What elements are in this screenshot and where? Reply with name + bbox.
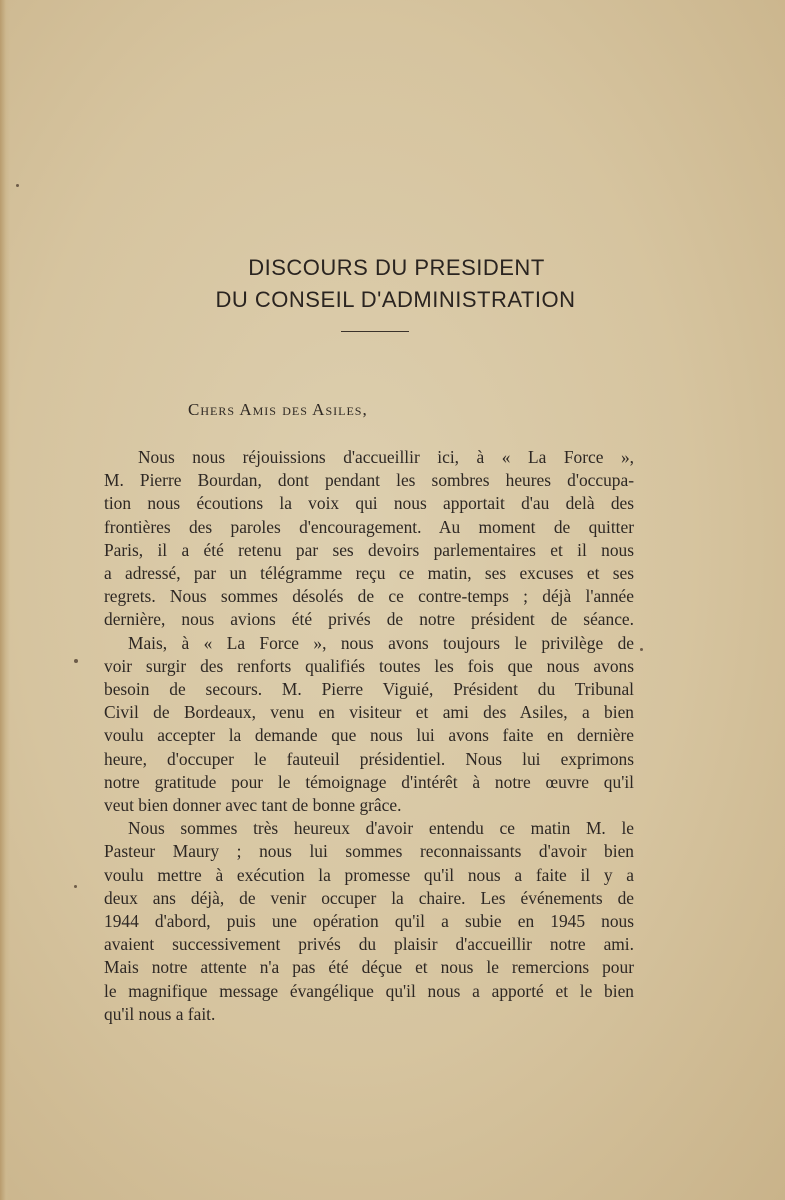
text-line: regrets. Nous sommes désolés de ce contre-temps ; déjà l'année xyxy=(104,586,634,607)
text-line: voir surgir des renforts qualifiés toutes les fois que nous avons xyxy=(104,655,634,676)
text-line: M. Pierre Bourdan, dont pendant les sombres heures d'occupa- xyxy=(104,470,634,491)
page-binding-edge xyxy=(0,0,10,1200)
text-line: veut bien donner avec tant de bonne grâce. xyxy=(104,795,402,816)
text-line: notre gratitude pour le témoignage d'intérêt à notre œuvre qu'il xyxy=(104,771,634,792)
text-line: tion nous écoutions la voix qui nous apportait d'au delà des xyxy=(104,493,634,514)
text-line: Civil de Bordeaux, venu en visiteur et ami des Asiles, a bien xyxy=(104,702,634,723)
text-line: Pasteur Maury ; nous lui sommes reconnaissants d'avoir bien xyxy=(104,841,634,862)
text-line: voulu mettre à exécution la promesse qu'il nous a faite il y a xyxy=(104,864,634,885)
title-line-1: DISCOURS DU PRESIDENT xyxy=(248,255,545,280)
text-line: heure, d'occuper le fauteuil présidentiel. Nous lui exprimons xyxy=(104,748,634,769)
text-line: Mais notre attente n'a pas été déçue et nous le remercions pour xyxy=(104,957,634,978)
text-line: le magnifique message évangélique qu'il nous a apporté et le bien xyxy=(104,980,634,1001)
text-line: a adressé, par un télégramme reçu ce matin, ses excuses et ses xyxy=(104,563,634,584)
text-line: 1944 d'abord, puis une opération qu'il a subie en 1945 nous xyxy=(104,911,634,932)
title-divider xyxy=(341,331,409,332)
text-line: qu'il nous a fait. xyxy=(104,1003,216,1024)
text-line: besoin de secours. M. Pierre Viguié, Président du Tribunal xyxy=(104,679,634,700)
text-line: Nous nous réjouissions d'accueillir ici, à « La Force », xyxy=(138,447,634,467)
text-line: frontières des paroles d'encouragement. Au moment de quitter xyxy=(104,516,634,537)
paper-speck xyxy=(74,885,77,888)
text-line: dernière, nous avions été privés de notre président de séance. xyxy=(104,609,634,630)
salutation: Chers Amis des Asiles, xyxy=(188,400,368,419)
document-title xyxy=(0,252,785,316)
text-line: Nous sommes très heureux d'avoir entendu ce matin M. le xyxy=(128,818,634,839)
paper-speck xyxy=(74,659,78,663)
text-line: Mais, à « La Force », nous avons toujours le privilège de xyxy=(128,632,634,653)
paper-speck xyxy=(16,184,19,187)
text-line: avaient successivement privés du plaisir d'accueillir notre ami. xyxy=(104,934,634,955)
text-line: deux ans déjà, de venir occuper la chaire. Les événements de xyxy=(104,887,634,908)
speech-body xyxy=(104,446,634,1026)
text-line: voulu accepter la demande que nous lui avons faite en dernière xyxy=(104,725,634,746)
text-line: Paris, il a été retenu par ses devoirs parlementaires et il nous xyxy=(104,539,634,560)
paper-speck xyxy=(640,648,643,651)
title-line-2: DU CONSEIL D'ADMINISTRATION xyxy=(215,287,576,312)
